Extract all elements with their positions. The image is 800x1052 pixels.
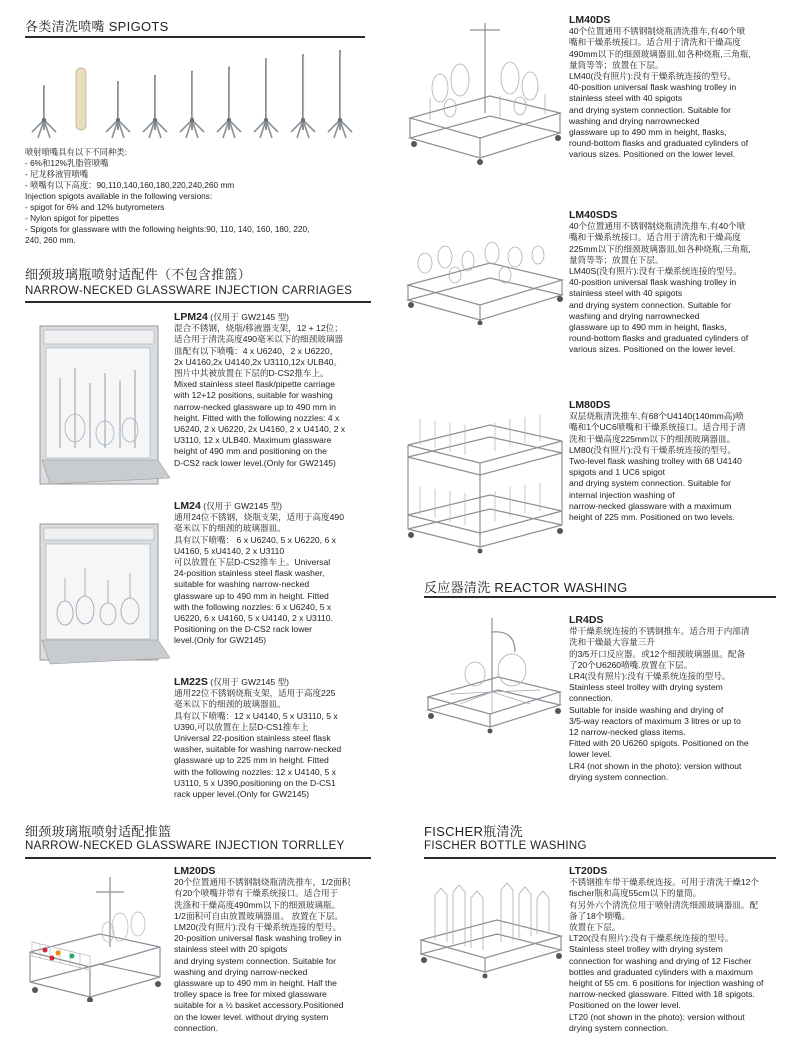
lr4ds-text xyxy=(569,615,749,783)
lm24-photo xyxy=(30,518,170,668)
lm24-note: (仅用于 GW2145 型) xyxy=(200,501,283,511)
spigots-photo xyxy=(22,44,367,140)
fischer-rule xyxy=(424,857,776,859)
lm22s-note: (仅用于 GW2145 型) xyxy=(207,677,290,687)
injection-spigot xyxy=(254,58,278,138)
lpm24-text xyxy=(174,312,345,469)
lm40sds-model: LM40SDS xyxy=(569,209,618,221)
lm80ds-photo xyxy=(400,405,565,555)
injection-carriages-rule xyxy=(25,301,371,303)
lt20ds-text xyxy=(569,866,763,1034)
lm40ds-body: 40个位置通用不锈钢制烧瓶清洗推车,有40个喷 嘴和干燥系统接口。适合用于清洗和干燥高度 490mm以下的细颈玻璃器皿,如各种烧瓶,三角瓶, 量筒等等；放置在下层。 LM40(没有照片):没有干燥系统连接的型号。 40-position universal flask washing trolley in stainless steel with 40 spigots and drying system connection. Suitable for washing and drying narrownecked glassware up to 490 mm in height, flasks, round-bottom flasks and graduated cylinders of various sizes. Positioned on the lower level. xyxy=(569,26,751,160)
lm80ds-text xyxy=(569,400,746,523)
reactor-washing-rule xyxy=(424,596,776,598)
lm80ds-body: 双层烧瓶清洗推车,有68个U4140(140mm高)喷 嘴和1个UC6喷嘴和干燥系统接口。适合用于清 洗和干燥高度225mm以下的细颈玻璃器皿。 LM80(没有照片):没有干燥系统连接的型号。 Two-level flask washing trolley with 68 U4140 spigots and 1 UC6 spigot and drying system connection. Suitable for internal injection washing of narrow-necked glassware with a maximum height of 225 mm. Positioned on two levels. xyxy=(569,411,746,523)
spigots-description: 喷射喷嘴具有以下不同种类: - 6%和12%乳脂管喷嘴 - 尼龙移液管喷嘴 - 喷嘴有以下高度：90,110,140,160,180,220,240,260 mm Injection spigots available in the following versions: - spigot for 6% and 12% butyrometers - Nylon spigot for pipettes - Spigots for glassware with the following heights:90, 110, 140, 160, 180, 220, 240, 260 mm. xyxy=(25,147,310,245)
spigots-title: 各类清洗喷嘴 SPIGOTS xyxy=(25,19,169,34)
fischer-title-cn: FISCHER瓶清洗 xyxy=(424,824,524,839)
nylon-spigot xyxy=(76,68,86,130)
injection-trolley-title-cn: 细颈玻璃瓶喷射适配推篮 xyxy=(25,824,172,839)
lm40ds-photo xyxy=(400,18,565,168)
injection-spigot xyxy=(217,67,241,138)
lm40sds-body: 40个位置通用不锈钢制烧瓶清洗推车,有40个喷 嘴和干燥系统接口。适合用于清洗和干燥高度 225mm以下的细颈玻璃器皿,如各种烧瓶,三角瓶, 量筒等等；放置在下层。 LM40S(没有照片):没有干燥系统连接的型号。 40-position universal flask washing trolley in stainless steel with 40 spigots and drying system connection. Suitable for washing and drying narrownecked glassware up to 490 mm in height, flasks, round-bottom flasks and graduated cylinders of various sizes. Positioned on the lower level. xyxy=(569,221,751,355)
reactor-washing-title: 反应器清洗 REACTOR WASHING xyxy=(424,580,628,595)
lm40ds-model: LM40DS xyxy=(569,14,611,26)
lm40sds-photo xyxy=(400,235,565,325)
lm22s-body: 通用22位不锈钢烧瓶支架，适用于高度225 毫米以下的细颈的玻璃器皿。 具有以下喷嘴：12 x U4140, 5 x U3110, 5 x U390,可以放置在上层D-CS1推车上 Universal 22-position stainless steel flask washer, suitable for washing narrow-necked glassware up to 225 mm in height. Fitted with the following nozzles: 12 x U4140, 5 x U3110, 5 x U390,positioning on the D-CS1 rack upper level.(Only for GW2145) xyxy=(174,688,342,800)
fischer-title-en: FISCHER BOTTLE WASHING xyxy=(424,840,587,852)
lm22s-text xyxy=(174,677,341,800)
lm22s-model: LM22S xyxy=(174,676,208,688)
lr4ds-body: 带干燥系统连接的不锈钢推车。适合用于内部清 洗和干燥最大容量三升 的3/5开口反应器。或12个细颈玻璃器皿。配备 了20个U6260喷嘴.放置在下层。 LR4(没有照片):没有干燥系统连接的型号。 Stainless steel trolley with drying system connection. Suitable for inside washing and drying of 3/5-way reactors of maximum 3 litres or up to 12 narrow-necked glass items. Fitted with 20 U6260 spigots. Positioned on the lower level. LR4 (not shown in the photo): version without drying system connection. xyxy=(569,626,750,782)
lm20ds-model: LM20DS xyxy=(174,865,216,877)
lt20ds-model: LT20DS xyxy=(569,865,608,877)
lm20ds-body: 20个位置通用不锈钢制烧瓶清洗推车，1/2面积 有20个喷嘴并带有干燥系统接口。适合用于 洗涤和干燥高度490mm以下的细颈玻璃瓶。 1/2面积可自由放置玻璃器皿。 放置在下层。 LM20(没有照片):没有干燥系统连接的型号。 20-position universal flask washing trolley in stainless steel with 20 spigots and drying system connection. Suitable for washing and drying narrow-necked glassware up to 490 mm in height. Half the trolley space is free for mixed glassware suitable for a ½ basket accessory.Positioned on the lower level. without drying system connection. xyxy=(174,877,351,1033)
lr4ds-model: LR4DS xyxy=(569,614,604,626)
lpm24-model: LPM24 xyxy=(174,311,208,323)
injection-carriages-title-en: NARROW-NECKED GLASSWARE INJECTION CARRIAGES xyxy=(25,285,353,297)
lpm24-body: 混合不锈钢，烧瓶/移液器支架，12 + 12位； 适合用于清洗高度490毫米以下的细颈玻璃器 皿配有以下喷嘴：4 x U6240，2 x U6220， 2x U4160,2x U4140,2x U3110,12x ULB40。 图片中其被放置在下层的D-CS2推车上。 Mixed stainless steel flask/pipette carriage with 12+12 positions, suitable for washing narrow-necked glassware up to 490 mm in height. Fitted with the following nozzles: 4 x U6240, 2 x U6220, 2x U4160, 2 x U4140, 2 x U3110, 12 x ULB40. Maximum glassware height of 490 mm and positioning on the D-CS2 rack lower level.(Only for GW2145) xyxy=(174,323,346,468)
lm40ds-text xyxy=(569,15,751,161)
injection-spigot xyxy=(32,85,56,138)
injection-spigot xyxy=(143,75,167,138)
injection-spigot xyxy=(106,81,130,138)
injection-carriages-title-cn: 细颈玻璃瓶喷射适配件（不包含推篮） xyxy=(25,267,252,282)
injection-spigot xyxy=(291,54,315,138)
lt20ds-body: 不锈钢推车带干燥系统连接。可用于清洗干燥12个 fischer瓶和高度55cm以下的量筒。 有另外六个清洗位用于喷射清洗细颈玻璃器皿。配 备了18个喷嘴。 放置在下层。 LT20(没有照片):没有干燥系统连接的型号。 Stainless steel trolley with drying system connection for washing and drying of 12 Fischer bottles and graduated cylinders with a maximum height of 55 cm. 6 positions for injection washing of narrow-necked glassware. Fitted with 18 spigots. Positioned on the lower level. LT20 (not shown in the photo): version without drying system connection. xyxy=(569,877,764,1033)
lm80ds-model: LM80DS xyxy=(569,399,611,411)
lm20ds-text xyxy=(174,866,350,1034)
lt20ds-photo xyxy=(415,870,565,985)
injection-trolley-rule xyxy=(25,857,371,859)
lm40sds-text xyxy=(569,210,751,356)
lm24-model: LM24 xyxy=(174,500,201,512)
injection-spigot xyxy=(180,71,204,138)
lpm24-note: (仅用于 GW2145 型) xyxy=(207,312,290,322)
lm24-text xyxy=(174,501,344,647)
lm24-body: 通用24位不锈钢，烧瓶支架，适用于高度490 毫米以下的细颈的玻璃器皿。 具有以下喷嘴： 6 x U6240, 5 x U6220, 6 x U4160, 5 xU4140, 2 x U3110 可以放置在下层D-CS2推车上。Universal 24-position stainless steel flask washer, suitable for washing narrow-necked glassware up to 490 mm in height. Fitted with the following nozzles: 6 x U6240, 5 x U6220, 6 x U4160, 5 x U4140, 2 x U3110. Positioning on the D-CS2 rack lower level.(Only for GW2145) xyxy=(174,512,344,646)
injection-trolley-title-en: NARROW-NECKED GLASSWARE INJECTION TORRLLEY xyxy=(25,840,345,852)
lpm24-photo xyxy=(30,318,170,488)
injection-spigot xyxy=(328,50,352,138)
lm20ds-photo xyxy=(20,872,170,1002)
lr4ds-photo xyxy=(420,612,565,737)
spigots-rule xyxy=(25,36,365,38)
